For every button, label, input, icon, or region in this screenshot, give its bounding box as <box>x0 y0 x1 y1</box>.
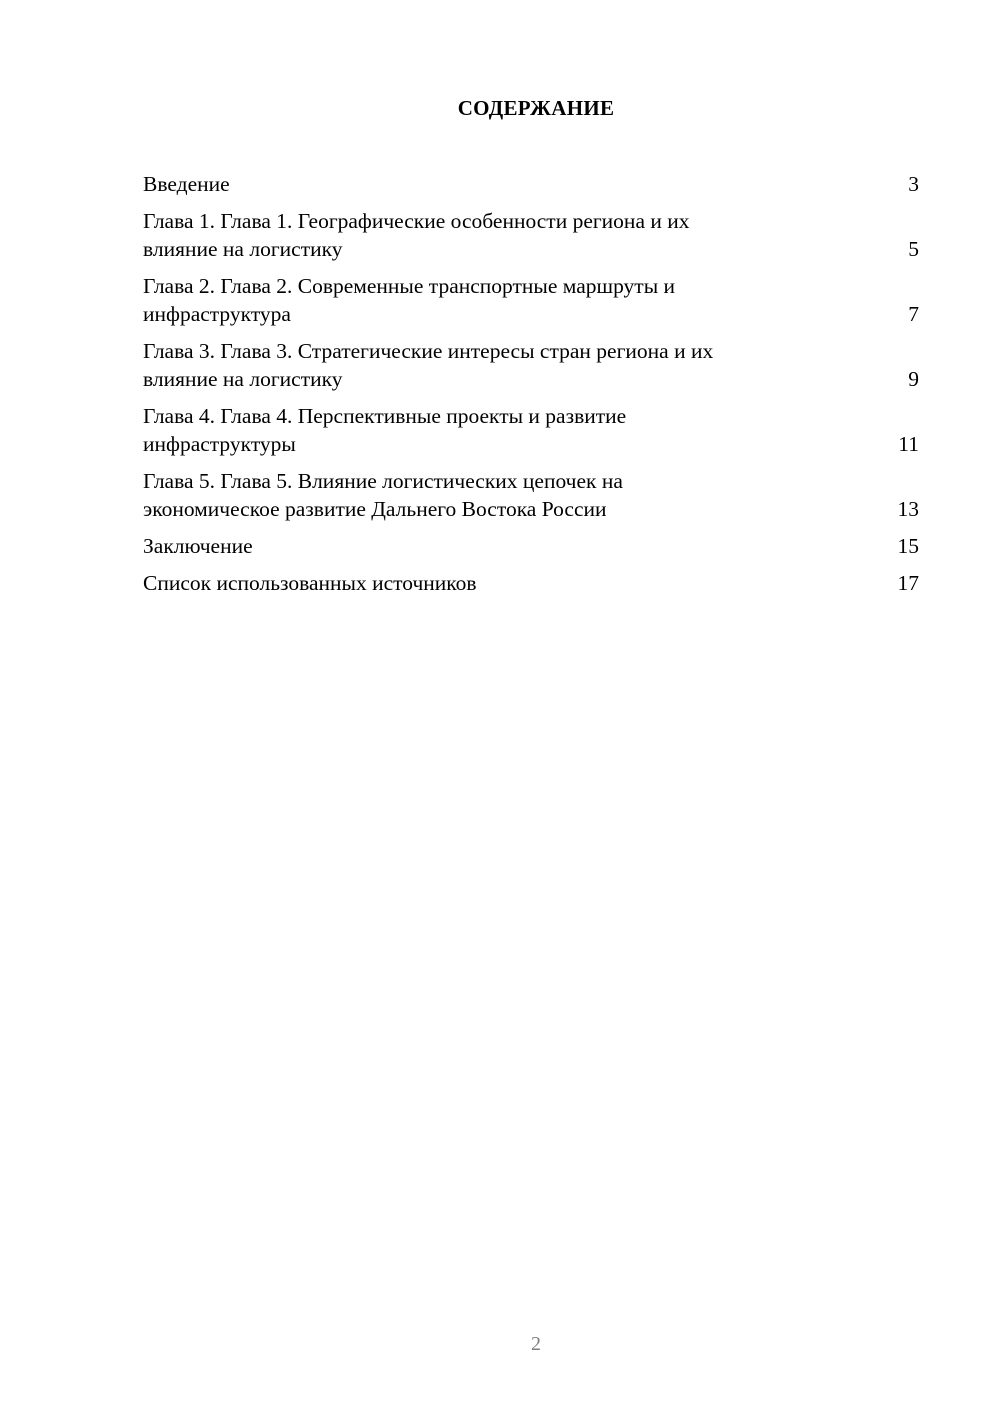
toc-entry-introduction[interactable] <box>143 170 919 198</box>
page-title: СОДЕРЖАНИЕ <box>457 96 615 120</box>
toc-entry-conclusion[interactable] <box>143 532 919 560</box>
toc-entry-text: Глава 3. Глава 3. Стратегические интересы стран региона и их влияние на логистику <box>143 339 714 391</box>
toc-entry-references[interactable] <box>143 569 919 597</box>
toc-entry-chapter-3[interactable] <box>143 337 919 393</box>
toc-entry-text: Глава 4. Глава 4. Перспективные проекты и развитие инфраструктуры <box>143 404 627 456</box>
toc-entry-page: 5 <box>908 237 919 261</box>
toc-entry-chapter-1[interactable] <box>143 207 919 263</box>
toc-entry-page: 15 <box>897 534 919 558</box>
toc-entry-chapter-2[interactable] <box>143 272 919 328</box>
toc-entry-text: Заключение <box>143 534 253 558</box>
toc-entry-page: 7 <box>908 302 919 326</box>
toc-entry-text: Введение <box>143 172 230 196</box>
page-number: 2 <box>531 1333 541 1355</box>
table-of-contents <box>143 170 919 606</box>
toc-entry-chapter-5[interactable] <box>143 467 919 523</box>
toc-entry-page: 11 <box>898 432 919 456</box>
toc-entry-page: 13 <box>897 497 919 521</box>
toc-entry-page: 9 <box>908 367 919 391</box>
toc-entry-page: 17 <box>897 571 919 595</box>
toc-entry-text: Глава 1. Глава 1. Географические особенности региона и их влияние на логистику <box>143 209 690 261</box>
toc-entry-page: 3 <box>908 172 919 196</box>
toc-entry-text: Глава 2. Глава 2. Современные транспортные маршруты и инфраструктура <box>143 274 676 326</box>
toc-entry-text: Глава 5. Глава 5. Влияние логистических цепочек на экономическое развитие Дальнего Востока России <box>143 469 623 521</box>
toc-entry-text: Список использованных источников <box>143 571 477 595</box>
toc-entry-chapter-4[interactable] <box>143 402 919 458</box>
